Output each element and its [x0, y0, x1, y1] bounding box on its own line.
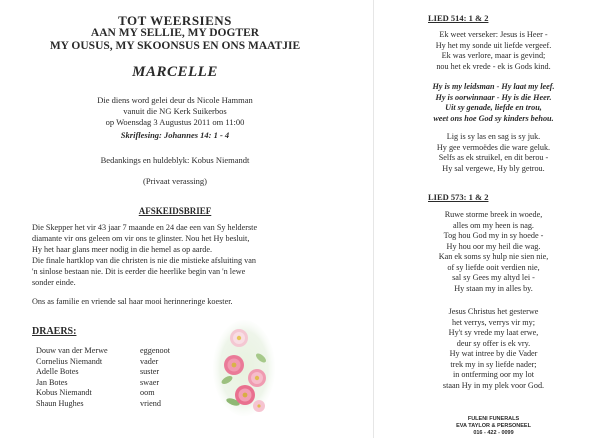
bearer-row [36, 357, 170, 368]
hymn-line: weet ons hoe God sy kinders behou. [433, 113, 554, 123]
bearers-title: DRAERS: [32, 326, 77, 337]
bearer-relation: eggenoot [140, 346, 171, 355]
farewell-letter [32, 222, 352, 288]
hymn-514-verse-2 [374, 132, 613, 174]
hymn-line: Hy het my sonde uit liefde vergeef. [435, 40, 552, 50]
farewell-line: sonder einde. [32, 278, 76, 287]
hymn-line: Hy wat intree by die Vader [449, 349, 538, 358]
scripture-reading: Skriflesing: Johannes 14: 1 - 4 [120, 130, 230, 140]
hymn-line: Tog hou God my in sy hoede - [443, 231, 544, 240]
farewell-line: Die Skepper het vir 43 jaar 7 maande en 24 dae een van Sy helderste [32, 223, 258, 232]
hymn-line: Kan ek soms sy hulp nie sien nie, [438, 252, 549, 261]
funeral-home-footer [374, 416, 613, 437]
hymn-line: Ruwe storme breek in woede, [444, 210, 543, 219]
hymn-line: Hy is oorwinnaar - Hy is die Heer. [435, 92, 552, 102]
flower-image [213, 320, 275, 416]
hymn-573-title: LIED 573: 1 & 2 [428, 192, 489, 202]
service-line: op Woensdag 3 Augustus 2011 om 11:00 [105, 117, 245, 127]
bearer-row [36, 378, 170, 389]
hymn-line: Uit sy genade, liefde en trou, [445, 103, 542, 112]
hymn-line: Selfs as ek struikel, en dit berou - [438, 153, 549, 162]
hymn-line: Lig is sy las en sag is sy juk. [446, 132, 541, 141]
hymn-line: Hy gee vermoëdes die ware geluk. [436, 142, 551, 152]
farewell-line: Die finale hartklop van die christen is nie die mistieke afsluiting van [32, 256, 256, 265]
bearer-relation: suster [140, 367, 160, 376]
hymn-line: Hy't sy vrede my laat erwe, [448, 328, 539, 337]
bearer-row [36, 399, 170, 410]
bearer-relation: vriend [140, 398, 161, 408]
farewell-line: 'n sinlose bestaan nie. Dit is eerder die heerlike begin van 'n lewe [32, 267, 246, 276]
bearer-name: Adelle Botes [36, 367, 79, 376]
hymn-line: sal sy Gees my altyd lei - [452, 273, 535, 282]
hymn-line: het verrys, verrys vir my; [452, 317, 535, 327]
hymn-line: alles om my heen is nag. [453, 220, 534, 230]
hymn-line: of sy liefde ooit verdien nie, [447, 262, 540, 272]
service-line: vanuit die NG Kerk Suikerbos [123, 106, 227, 116]
header-line-1: TOT WEERSIENS [118, 13, 232, 28]
footer-line: 016 - 422 - 0099 [473, 430, 514, 436]
hymn-514-verse-1 [374, 30, 613, 72]
right-panel [374, 0, 613, 438]
hymn-line: Ek was verlore, maar is gevind; [441, 51, 546, 60]
private-cremation: (Privaat verassing) [143, 176, 207, 186]
bearer-row [36, 388, 170, 399]
hymn-573-verse-2 [374, 307, 613, 391]
bearers-list [36, 346, 170, 409]
bearer-row [36, 367, 170, 378]
bearer-relation: oom [140, 388, 155, 397]
header-line-3: MY OUSUS, MY SKOONSUS EN ONS MAATJIE [49, 40, 301, 52]
bearer-name: Shaun Hughes [36, 398, 84, 408]
hymn-514-chorus [374, 82, 613, 124]
memory-line: Ons as familie en vriende sal haar mooi herinneringe koester. [32, 297, 233, 306]
footer-line: EVA TAYLOR & PERSONEEL [456, 423, 531, 429]
hymn-514-title: LIED 514: 1 & 2 [428, 13, 489, 23]
hymn-line: Ek weet verseker: Jesus is Heer - [439, 30, 548, 39]
hymn-line: Hy staan my in alles by. [454, 283, 533, 293]
hymn-line: Hy hou oor my heil die wag. [446, 241, 541, 251]
hymn-line: Hy sal vergewe, Hy bly getrou. [442, 163, 545, 173]
deceased-name: MARCELLE [132, 64, 218, 80]
bearer-name: Cornelius Niemandt [36, 356, 103, 366]
hymn-573-verse-1 [374, 210, 613, 294]
footer-line: FULENI FUNERALS [467, 416, 520, 422]
hymn-line: in ontferming oor my lot [453, 370, 534, 379]
farewell-line: Hy het haar glans meer nodig in die hemel as op aarde. [32, 245, 213, 254]
hymn-line: nou het ek vrede - ek is Gods kind. [436, 61, 551, 71]
hymn-line: staan Hy in my plek voor God. [442, 380, 545, 390]
bearer-name: Jan Botes [36, 377, 68, 387]
farewell-line: diamante vir ons geleen om vir ons te glinster. Nou het Hy besluit, [32, 234, 250, 243]
farewell-title: AFSKEIDSBRIEF [138, 206, 212, 216]
hymn-line: trek my in sy liefde nader; [450, 359, 537, 369]
hymn-line: Jesus Christus het gesterwe [448, 307, 539, 316]
bearer-name: Kobus Niemandt [36, 388, 92, 397]
hymn-line: deur sy offer is ek vry. [456, 338, 531, 348]
bearer-relation: swaer [140, 377, 160, 387]
service-line: Die diens word gelei deur ds Nicole Hamman [97, 95, 253, 105]
thanks-line: Bedankings en huldeblyk: Kobus Niemandt [100, 155, 250, 165]
header-line-2: AAN MY SELLIE, MY DOGTER [90, 27, 260, 39]
bearer-relation: vader [140, 356, 159, 366]
bearer-row [36, 346, 170, 357]
bearer-name: Douw van der Merwe [36, 346, 108, 355]
hymn-line: Hy is my leidsman - Hy laat my leef. [432, 82, 555, 91]
